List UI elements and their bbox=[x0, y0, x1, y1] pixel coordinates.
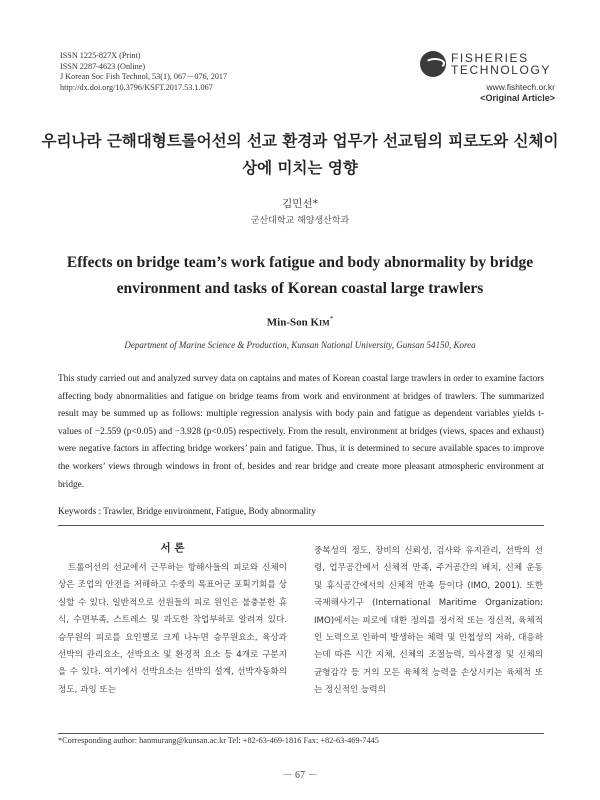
issn-online: ISSN 2287-4623 (Online) bbox=[60, 61, 146, 71]
author-given-name: Min-Son bbox=[266, 316, 311, 329]
korean-title: 우리나라 근해대형트롤어선의 선교 환경과 업무가 선교팀의 피로도와 신체이상에 미치는 영향 bbox=[41, 132, 559, 177]
journal-url[interactable]: www.fishtech.or.kr bbox=[486, 82, 555, 92]
abstract: This study carried out and analyzed survey data on captains and mates of Korean coastal large trawlers in order to examine factors affecting body abnormalities and fatigue on bridge teams from work and environment at bridges of trawlers. The summarized result may be summed up as follows: multiple regression analysis with body pain and fatigue as dependent variables yields t-values of −2.559 (p<0.05) and −3.928 (p<0.05) respectively. From the result, environment at bridges (views, spaces and exhaust) were negative factors in affecting bridge workers’ pain and fatigue. Thus, it is determined to secure available spaces to improve the workers’ views through windows in front of, besides and rear bridge and create more pleasant atmospheric environment at bridge. bbox=[58, 374, 544, 490]
left-column bbox=[58, 541, 287, 699]
english-author bbox=[0, 315, 600, 329]
issn-print: ISSN 1225-827X (Print) bbox=[60, 51, 141, 60]
body-paragraph: 트롤어선의 선교에서 근무하는 항해사들의 피로와 신체이상은 조업의 안전을 저해하고 수중의 목표어군 포획기회를 상실할 수 있다. 일반적으로 선원들의 피로 원인은 불충분한 휴식, 수면부족, 스트레스 및 과도한 작업부하로 알려져 있다. 승무원의 피로를 요인별로 크게 나누면 승무원요소, 육상과 선박의 관리요소, 선박요소 및 환경적 요소 등 4개로 구분지을 수 있다. 여기에서 선박요소는 선박의 설계, 선박자동화의 정도, 과잉 또는 bbox=[58, 563, 287, 695]
section-heading: 서 론 bbox=[160, 542, 185, 554]
article-type: <Original Article> bbox=[480, 93, 555, 103]
footnote: *Corresponding author: hanmurang@kunsan.ac.kr Tel: +82-63-469-1816 Fax: +82-63-469-7445 bbox=[58, 736, 379, 745]
body-paragraph: 중복성의 정도, 장비의 신뢰성, 검사와 유지관리, 선박의 선령, 업무공간에서 신체적 만족, 주거공간의 배치, 신체 운동 및 휴식공간에서의 신체적 만족 등이다 (IMO, 2001). 또한 국제해사기구 (International Maritime Organization: IMO)에서는 피로에 대한 정의를 정서적 또는 정신적, 육체적인 노력으로 인하여 발생하는 체력 및 민첩성의 저하, 대응하는데 따른 시간 지체, 신체의 조절능력, 의사결정 및 신체의 균형감각 등 거의 모든 육체적 능력을 손상시키는 육체적 또는 정신적인 능력의 bbox=[314, 546, 543, 696]
corresponding-mark: * bbox=[329, 315, 334, 323]
keywords: Keywords : Trawler, Bridge environment, Fatigue, Body abnormality bbox=[58, 507, 316, 517]
english-title: Effects on bridge team’s work fatigue and body abnormality by bridge environment and tasks of Korean coastal large trawlers bbox=[66, 254, 534, 297]
journal-metadata bbox=[60, 51, 227, 93]
page-number: － 67 － bbox=[282, 770, 318, 781]
korean-affiliation: 군산대학교 해양생산학과 bbox=[250, 216, 350, 226]
divider bbox=[58, 525, 544, 526]
doi-link[interactable]: http://dx.doi.org/10.3796/KSFT.2017.53.1.067 bbox=[60, 82, 213, 92]
author-family-name: Kim bbox=[310, 316, 330, 329]
korean-author: 김민선* bbox=[282, 198, 318, 210]
journal-logo bbox=[420, 51, 555, 103]
fish-logo-icon bbox=[420, 51, 446, 77]
logo-line2: TECHNOLOGY bbox=[451, 63, 552, 77]
logo-line1: FISHERIES bbox=[451, 51, 529, 65]
right-column bbox=[314, 543, 543, 700]
footnote-divider bbox=[58, 733, 544, 734]
citation: J Korean Soc Fish Technol, 53(1), 067－076, 2017 bbox=[60, 72, 228, 82]
english-affiliation: Department of Marine Science & Production, Kunsan National University, Gunsan 54150, Korea bbox=[124, 340, 476, 350]
